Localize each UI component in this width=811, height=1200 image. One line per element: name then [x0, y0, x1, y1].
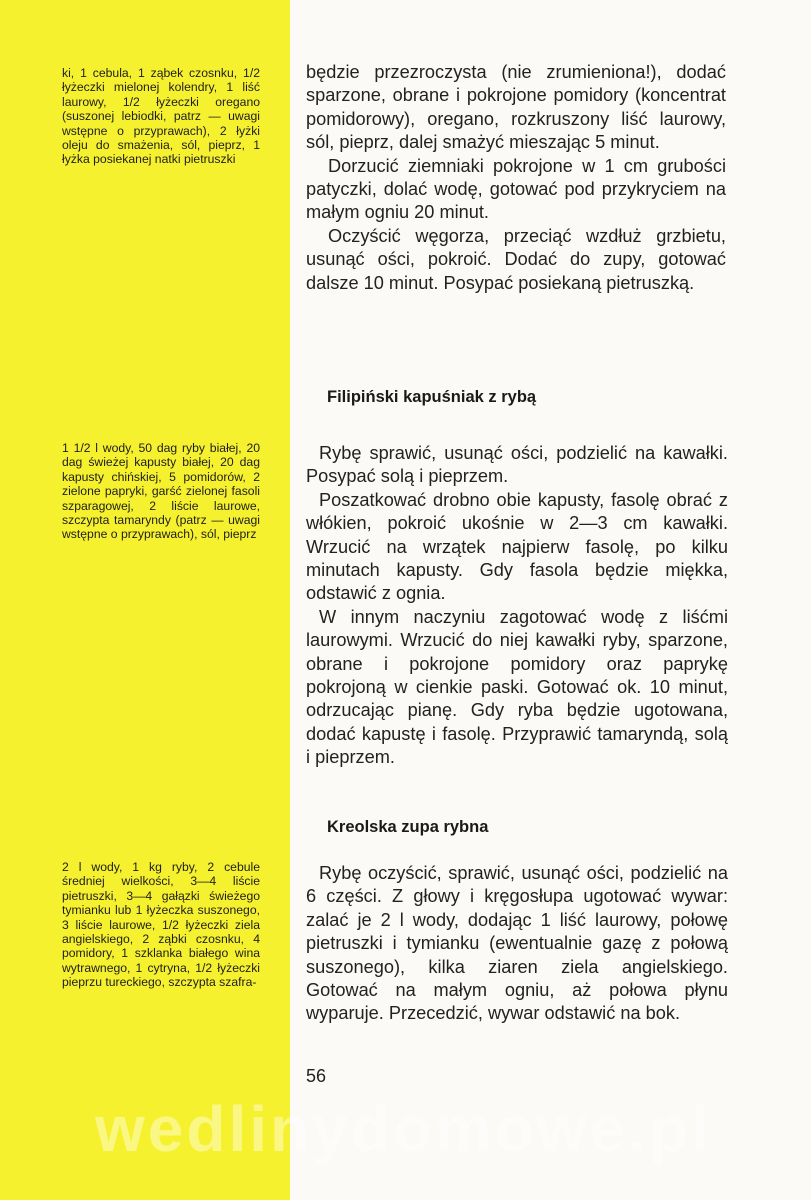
continued-recipe-text: [306, 61, 726, 295]
recipe-body-filipino-cabbage-soup: [306, 442, 728, 770]
recipe-title-creole-fish-soup: Kreolska zupa rybna: [327, 818, 489, 836]
paragraph: będzie przezroczysta (nie zrumieniona!), dodać sparzone, obrane i pokrojone pomidory (koncentrat pomidorowy), oregano, rozkruszony liść laurowy, sól, pieprz, dalej smażyć mieszając 5 minut.: [306, 62, 726, 153]
page-number: 56: [306, 1066, 327, 1086]
ingredients-list-2: 1 1/2 l wody, 50 dag ryby białej, 20 dag świeżej kapusty białej, 20 dag kapusty chińskiej, 5 pomidorów, 2 zielone papryki, garść zielonej fasoli szparagowej, 2 liście laurowe, szczypta tamaryndy (patrz — uwagi wstępne o przyprawach), sól, pieprz: [62, 441, 260, 542]
paragraph: W innym naczyniu zagotować wodę z liśćmi laurowymi. Wrzucić do niej kawałki ryby, sparzone, obrane i pokrojone pomidory oraz paprykę pokrojoną w cienkie paski. Gotować ok. 10 minut, odrzucając pianę. Gdy ryba będzie ugotowana, dodać kapustę i fasolę. Przyprawić tamaryndą, solą i pieprzem.: [306, 606, 728, 768]
paragraph: Dorzucić ziemniaki pokrojone w 1 cm grubości patyczki, dolać wodę, gotować pod przykryciem na małym ogniu 20 minut.: [306, 155, 726, 223]
paragraph: Rybę sprawić, usunąć ości, podzielić na kawałki. Posypać solą i pieprzem.: [306, 443, 728, 487]
watermark: wedlinydomowe.pl: [95, 1093, 712, 1165]
recipe-body-creole-fish-soup: [306, 862, 728, 1026]
paragraph: Oczyścić węgorza, przeciąć wzdłuż grzbietu, usunąć ości, pokroić. Dodać do zupy, gotować dalsze 10 minut. Posypać posiekaną pietruszką.: [306, 225, 726, 293]
paragraph: Poszatkować drobno obie kapusty, fasolę obrać z włókien, pokroić ukośnie w 2—3 cm kawałki. Wrzucić na wrzątek najpierw fasolę, po kilku minutach kapusty. Gdy fasola będzie miękka, odstawić z ognia.: [306, 489, 728, 604]
ingredients-list-3: 2 l wody, 1 kg ryby, 2 cebule średniej wielkości, 3—4 liście pietruszki, 3—4 gałązki świeżego tymianku lub 1 łyżeczka suszonego, 3 liście laurowe, 1/2 łyżeczki ziela angielskiego, 2 ząbki czosnku, 4 pomidory, 1 szklanka białego wina wytrawnego, 1 cytryna, 1/2 łyżeczki pieprzu tureckiego, szczypta szafra-: [62, 860, 260, 990]
paragraph: Rybę oczyścić, sprawić, usunąć ości, podzielić na 6 części. Z głowy i kręgosłupa ugotować wywar: zalać je 2 l wody, dodając 1 liść laurowy, połowę pietruszki i tymianku (ewentualnie gazę z połową suszonego), kilka ziaren ziela angielskiego. Gotować na małym ogniu, aż połowa płynu wyparuje. Przecedzić, wywar odstawić na bok.: [306, 863, 728, 1024]
ingredients-list-1: ki, 1 cebula, 1 ząbek czosnku, 1/2 łyżeczki mielonej kolendry, 1 liść laurowy, 1/2 łyżeczki oregano (suszonej lebiodki, patrz — uwagi wstępne o przyprawach), 2 łyżki oleju do smażenia, sól, pieprz, 1 łyżka posiekanej natki pietruszki: [62, 66, 260, 167]
recipe-title-filipino-cabbage-soup: Filipiński kapuśniak z rybą: [327, 388, 537, 406]
ingredients-sidebar: [0, 0, 290, 1200]
